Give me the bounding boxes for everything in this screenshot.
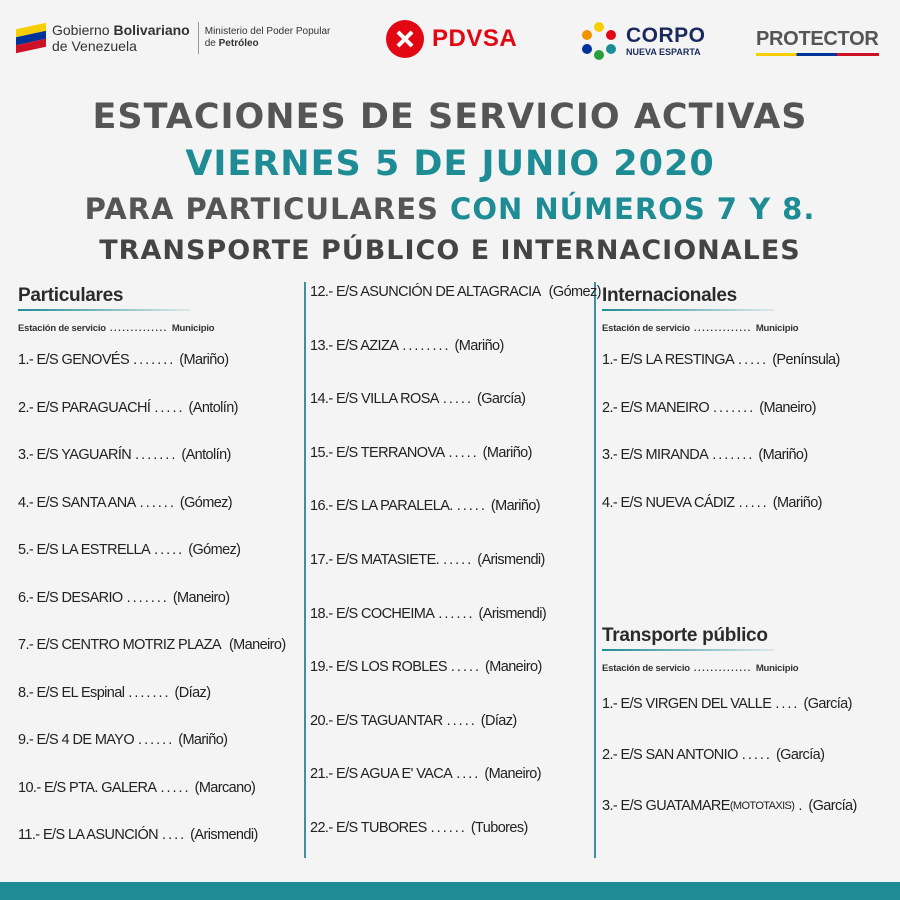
station-name: 6.- E/S DESARIO bbox=[18, 589, 123, 606]
column-divider bbox=[594, 282, 596, 858]
station-name: 9.- E/S 4 DE MAYO bbox=[18, 732, 135, 748]
municipality: (Díaz) bbox=[480, 712, 517, 729]
dot-leader: . bbox=[798, 798, 805, 814]
station-name: 21.- E/S AGUA E' VACA bbox=[310, 766, 453, 783]
dot-leader: ..... bbox=[154, 399, 185, 416]
titles bbox=[0, 94, 900, 272]
list-item bbox=[18, 732, 227, 748]
station-name: 2.- E/S SAN ANTONIO bbox=[602, 747, 738, 763]
station-name: 2.- E/S PARAGUACHÍ bbox=[18, 399, 151, 416]
list-item bbox=[18, 542, 240, 558]
protector-wordmark: PROTECTOR bbox=[756, 28, 879, 51]
list-item bbox=[310, 659, 542, 675]
column-divider bbox=[304, 282, 306, 858]
municipality: (Mariño) bbox=[772, 494, 822, 511]
municipality: (Gómez) bbox=[548, 284, 601, 300]
dot-leader: ..... bbox=[446, 712, 477, 729]
list-item bbox=[18, 685, 210, 701]
list-item bbox=[310, 552, 545, 568]
dot-leader: ..... bbox=[738, 494, 769, 511]
municipality: (Maneiro) bbox=[172, 589, 230, 606]
title-date: VIERNES 5 DE JUNIO 2020 bbox=[185, 144, 715, 184]
list-item bbox=[602, 352, 840, 368]
station-name: 1.- E/S GENOVÉS bbox=[18, 352, 130, 368]
pdvsa-wordmark: PDVSA bbox=[432, 25, 518, 52]
municipality: (Mariño) bbox=[454, 337, 504, 354]
dot-leader: ........ bbox=[402, 337, 451, 354]
gobierno-logo bbox=[16, 22, 330, 54]
station-name: 3.- E/S MIRANDA bbox=[602, 447, 709, 463]
municipality: (García) bbox=[775, 747, 825, 763]
dot-leader: ..... bbox=[160, 779, 191, 796]
municipality: (Mariño) bbox=[490, 498, 541, 515]
municipality: (Maneiro) bbox=[485, 659, 542, 676]
corpo-subtitle: NUEVA ESPARTA bbox=[626, 47, 701, 57]
dot-leader: ...... bbox=[138, 732, 175, 748]
station-name: 14.- E/S VILLA ROSA bbox=[310, 391, 439, 408]
municipality: (Península) bbox=[772, 352, 840, 368]
protector-logo bbox=[756, 28, 879, 51]
station-name: 4.- E/S SANTA ANA bbox=[18, 494, 136, 511]
column-header: Estación de servicio .............. Municipio bbox=[602, 323, 799, 334]
municipality: (Mariño) bbox=[178, 732, 228, 748]
station-name: 11.- E/S LA ASUNCIÓN bbox=[18, 827, 159, 843]
list-item bbox=[310, 391, 525, 407]
right-column bbox=[602, 280, 892, 814]
gobierno-text: Gobierno Bolivariano de Venezuela bbox=[52, 22, 190, 54]
station-name: 20.- E/S TAGUANTAR bbox=[310, 712, 443, 729]
station-name: 19.- E/S LOS ROBLES bbox=[310, 659, 447, 676]
column-header: Estación de servicio .............. Municipio bbox=[18, 323, 215, 334]
section-rule bbox=[602, 649, 774, 651]
dot-leader: .... bbox=[162, 827, 187, 843]
station-name: 8.- E/S EL Espinal bbox=[18, 684, 125, 701]
list-item bbox=[18, 352, 228, 368]
list-item bbox=[18, 637, 286, 653]
header-logos bbox=[0, 0, 900, 80]
list-item bbox=[18, 447, 231, 463]
section-title-internacionales: Internacionales bbox=[602, 285, 737, 306]
list-item bbox=[310, 445, 532, 461]
station-name: 1.- E/S LA RESTINGA bbox=[602, 352, 735, 368]
station-name: 18.- E/S COCHEIMA bbox=[310, 605, 435, 622]
municipality: (Maneiro) bbox=[484, 766, 541, 783]
section-rule bbox=[602, 309, 774, 311]
municipality: (Mariño) bbox=[758, 447, 808, 463]
municipality: (Marcano) bbox=[194, 779, 256, 796]
dot-leader: ....... bbox=[135, 447, 178, 463]
station-name: 3.- E/S GUATAMARE bbox=[602, 798, 730, 814]
municipality: (Antolín) bbox=[181, 447, 231, 463]
list-item bbox=[602, 747, 824, 763]
pdvsa-logo bbox=[386, 20, 517, 58]
divider bbox=[198, 22, 199, 54]
station-name: 22.- E/S TUBORES bbox=[310, 820, 427, 836]
station-name: 4.- E/S NUEVA CÁDIZ bbox=[602, 494, 735, 511]
dot-leader: ..... bbox=[154, 542, 185, 558]
list-item bbox=[602, 495, 822, 511]
corpo-logo bbox=[580, 22, 706, 60]
dot-leader: ....... bbox=[133, 352, 176, 368]
municipality: (Maneiro) bbox=[228, 637, 286, 653]
particulares-column bbox=[18, 280, 302, 843]
municipality: (Maneiro) bbox=[759, 399, 816, 416]
dot-leader: ..... bbox=[450, 659, 482, 676]
dot-leader: ...... bbox=[438, 605, 475, 622]
dot-leader: .... bbox=[775, 696, 800, 712]
section-title-particulares: Particulares bbox=[18, 285, 124, 306]
municipality: (García) bbox=[477, 391, 526, 408]
municipality: (Antolín) bbox=[188, 399, 238, 416]
list-item bbox=[310, 713, 517, 729]
municipality: (Díaz) bbox=[174, 684, 211, 701]
municipality: (Mariño) bbox=[179, 352, 229, 368]
section-rule bbox=[18, 309, 190, 311]
bottom-bar bbox=[0, 882, 900, 900]
municipality: (García) bbox=[803, 696, 852, 712]
dot-leader: ..... bbox=[738, 352, 769, 368]
station-name: 10.- E/S PTA. GALERA bbox=[18, 779, 157, 796]
list-item bbox=[310, 820, 528, 836]
list-item bbox=[310, 284, 601, 300]
dot-leader: ....... bbox=[126, 589, 169, 606]
dot-leader: ..... bbox=[443, 552, 474, 568]
municipality: (Arismendi) bbox=[478, 605, 547, 622]
list-item bbox=[310, 338, 504, 354]
municipality: (García) bbox=[808, 798, 857, 814]
section-title-transporte: Transporte público bbox=[602, 625, 768, 646]
list-item bbox=[310, 766, 541, 782]
title-line-4: TRANSPORTE PÚBLICO E INTERNACIONALES bbox=[99, 235, 801, 266]
title-line-3: PARA PARTICULARES CON NÚMEROS 7 Y 8. bbox=[84, 192, 816, 226]
dot-leader: ...... bbox=[139, 494, 176, 511]
station-name: 2.- E/S MANEIRO bbox=[602, 399, 710, 416]
station-name: 17.- E/S MATASIETE. bbox=[310, 552, 440, 568]
station-name: 5.- E/S LA ESTRELLA bbox=[18, 542, 151, 558]
ministry-text: Ministerio del Poder Popular de Petróleo bbox=[204, 26, 331, 49]
dot-leader: ...... bbox=[430, 820, 467, 836]
municipality: (Arismendi) bbox=[477, 552, 545, 568]
list-item bbox=[18, 590, 229, 606]
station-note: (MOTOTAXIS) bbox=[729, 800, 795, 812]
corpo-emblem-icon bbox=[580, 22, 620, 60]
list-item bbox=[602, 447, 808, 463]
list-item bbox=[18, 495, 232, 511]
station-name: 1.- E/S VIRGEN DEL VALLE bbox=[602, 696, 772, 712]
station-name: 13.- E/S AZIZA bbox=[310, 337, 399, 354]
list-item bbox=[602, 798, 857, 814]
list-item bbox=[602, 696, 852, 712]
municipality: (Tubores) bbox=[470, 820, 528, 836]
municipality: (Gómez) bbox=[188, 542, 241, 558]
corpo-wordmark: CORPO bbox=[626, 24, 706, 47]
column-header: Estación de servicio .............. Municipio bbox=[602, 663, 799, 674]
list-item bbox=[310, 498, 540, 514]
list-item bbox=[18, 400, 238, 416]
venezuela-flag-icon bbox=[16, 22, 46, 54]
dot-leader: ....... bbox=[128, 684, 171, 701]
station-name: 3.- E/S YAGUARÍN bbox=[18, 447, 132, 463]
dot-leader: ..... bbox=[456, 498, 487, 515]
list-item bbox=[18, 780, 255, 796]
municipality: (Gómez) bbox=[179, 494, 233, 511]
station-name: 16.- E/S LA PARALELA. bbox=[310, 498, 453, 515]
dot-leader: ..... bbox=[741, 747, 772, 763]
station-name: 12.- E/S ASUNCIÓN DE ALTAGRACIA bbox=[310, 284, 541, 300]
station-name: 15.- E/S TERRANOVA bbox=[310, 444, 445, 461]
dot-leader: ..... bbox=[448, 444, 479, 461]
municipality: (Mariño) bbox=[482, 444, 532, 461]
dot-leader: ....... bbox=[713, 399, 756, 416]
dot-leader: ....... bbox=[712, 447, 755, 463]
title-line-1: ESTACIONES DE SERVICIO ACTIVAS bbox=[92, 97, 808, 137]
dot-leader: ..... bbox=[442, 391, 473, 408]
municipality: (Arismendi) bbox=[190, 827, 258, 843]
list-item bbox=[602, 400, 816, 416]
station-name: 7.- E/S CENTRO MOTRIZ PLAZA bbox=[18, 637, 221, 653]
list-item bbox=[18, 827, 258, 843]
list-item bbox=[310, 606, 546, 622]
dot-leader: .... bbox=[456, 766, 481, 783]
pdvsa-emblem-icon bbox=[386, 20, 424, 58]
